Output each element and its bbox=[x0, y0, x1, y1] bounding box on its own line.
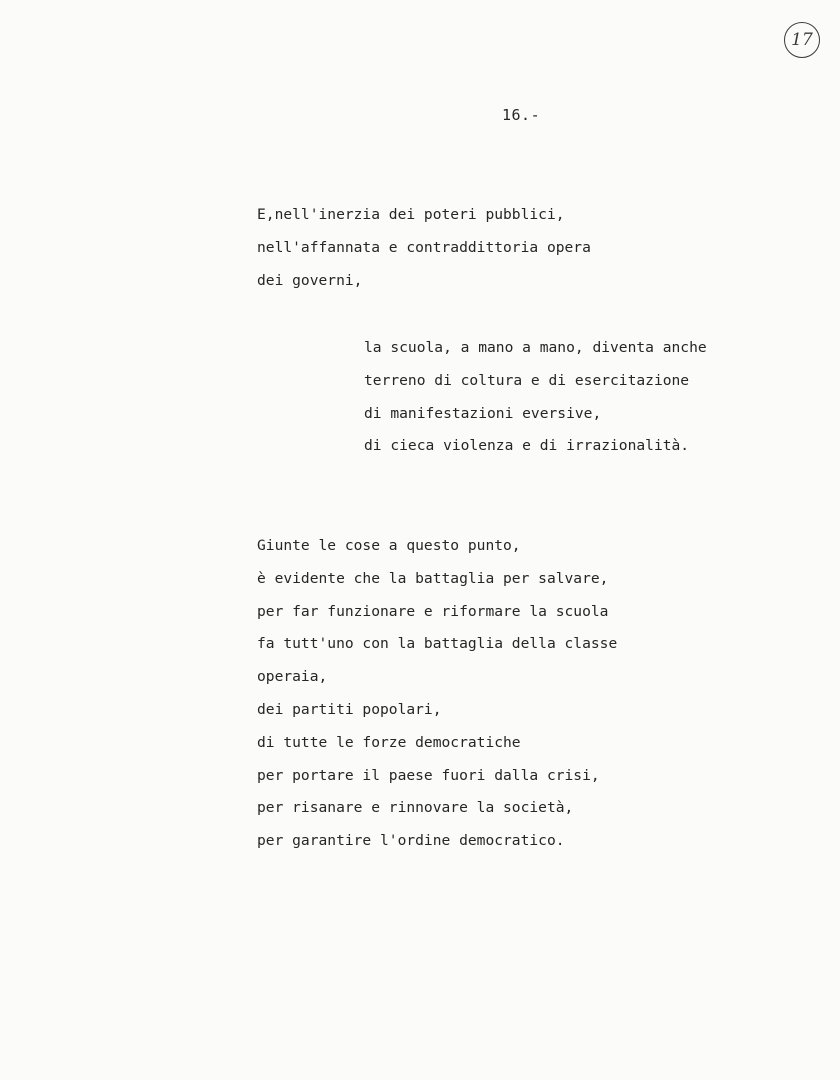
text-line: per far funzionare e riformare la scuola bbox=[257, 602, 609, 620]
text-line: la scuola, a mano a mano, diventa anche bbox=[364, 339, 707, 356]
text-line: fa tutt'uno con la battaglia della classe bbox=[257, 635, 618, 653]
text-line: dei governi, bbox=[257, 271, 363, 289]
text-line: operaia, bbox=[257, 668, 328, 686]
page-number: 16.- bbox=[502, 106, 541, 124]
paragraph-3 bbox=[257, 530, 617, 858]
text-line: E,nell'inerzia dei poteri pubblici, bbox=[257, 206, 565, 223]
text-line: è evidente che la battaglia per salvare, bbox=[257, 569, 609, 587]
text-line: per garantire l'ordine democratico. bbox=[257, 832, 565, 850]
text-line: nell'affannata e contraddittoria opera bbox=[257, 238, 591, 256]
text-line: di tutte le forze democratiche bbox=[257, 733, 521, 751]
text-line: terreno di coltura e di esercitazione bbox=[364, 371, 690, 389]
text-line: per portare il paese fuori dalla crisi, bbox=[257, 766, 600, 784]
text-line: di cieca violenza e di irrazionalità. bbox=[364, 437, 690, 455]
text-line: dei partiti popolari, bbox=[257, 700, 442, 718]
page-stamp: 17 bbox=[784, 22, 820, 58]
paragraph-2 bbox=[364, 332, 707, 463]
paragraph-1 bbox=[257, 199, 591, 297]
text-line: di manifestazioni eversive, bbox=[364, 404, 602, 422]
text-line: Giunte le cose a questo punto, bbox=[257, 537, 521, 554]
text-line: per risanare e rinnovare la società, bbox=[257, 799, 574, 817]
